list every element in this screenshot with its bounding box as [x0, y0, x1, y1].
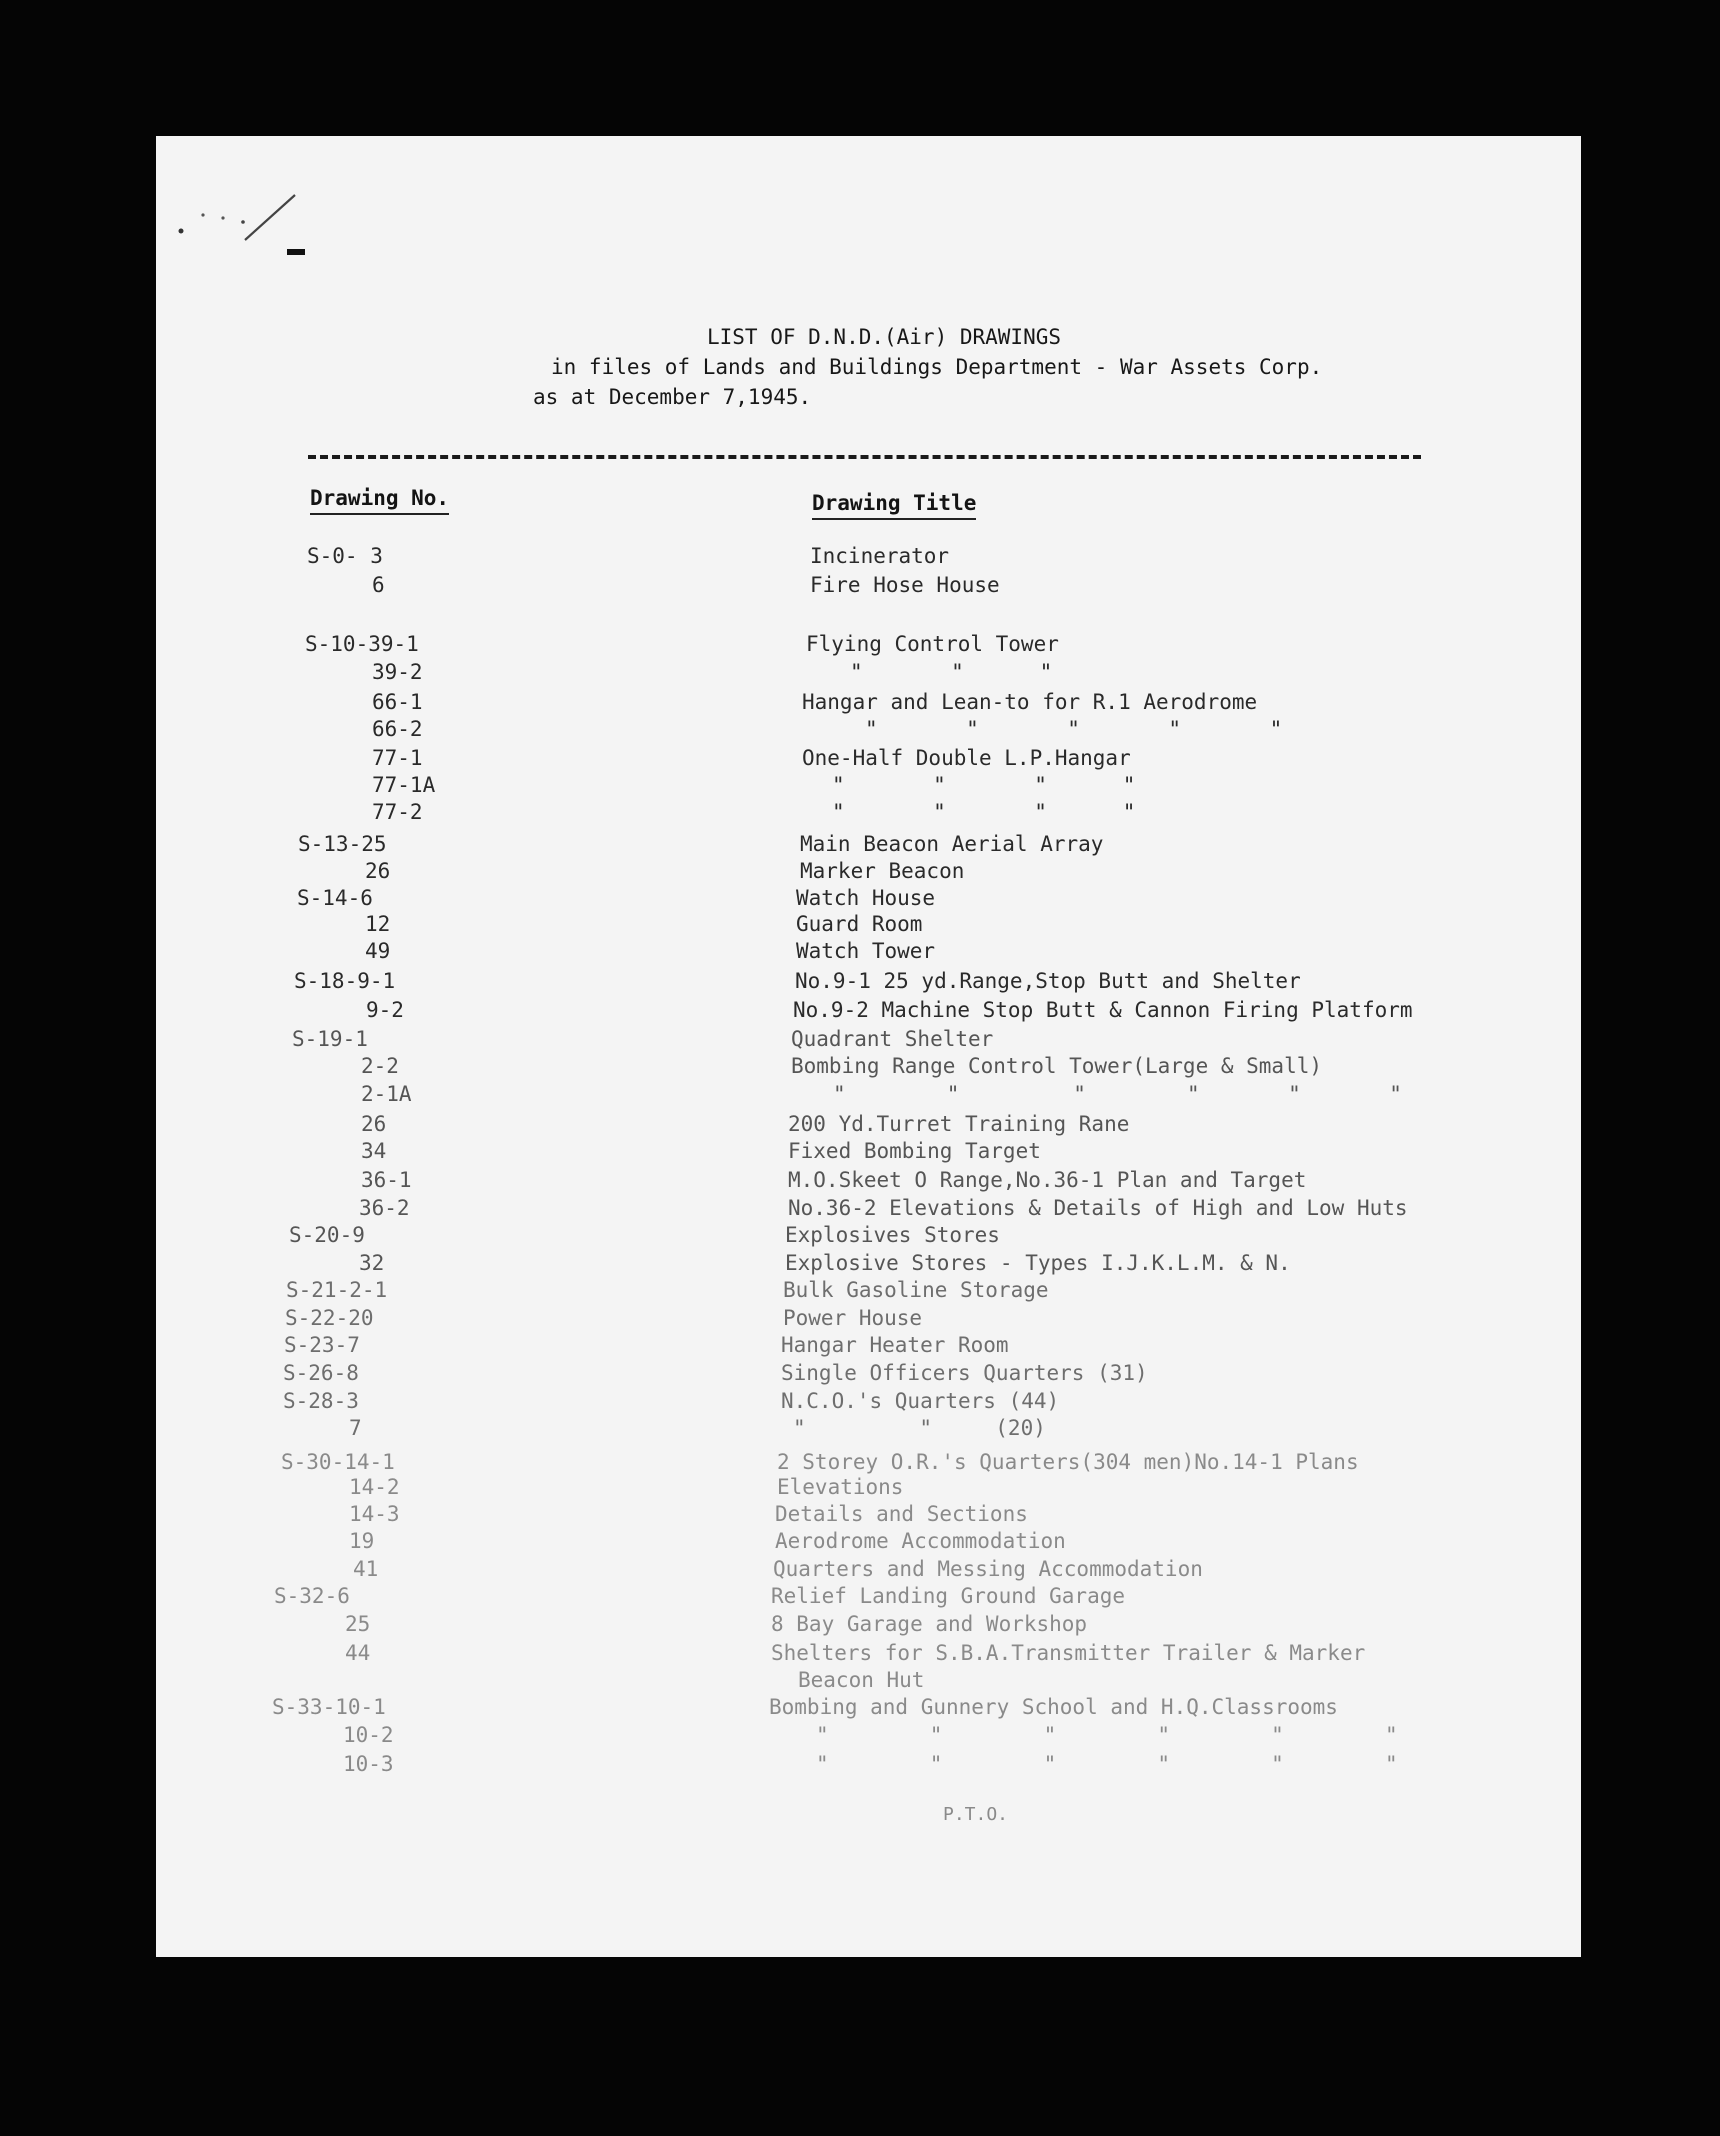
- drawing-number: 25: [345, 1612, 371, 1636]
- drawing-number: 77-2: [372, 800, 423, 824]
- drawing-title: Explosive Stores - Types I.J.K.L.M. & N.: [785, 1251, 1291, 1275]
- drawing-title: N.C.O.'s Quarters (44): [781, 1389, 1060, 1413]
- drawing-number: S-20-9: [289, 1223, 365, 1247]
- drawing-title: 8 Bay Garage and Workshop: [771, 1612, 1088, 1636]
- drawing-title: Hangar Heater Room: [781, 1333, 1009, 1357]
- drawing-number: 7: [349, 1416, 362, 1440]
- drawing-number: S-28-3: [283, 1389, 359, 1413]
- drawing-number: 44: [345, 1641, 371, 1665]
- drawing-title: Bombing Range Control Tower(Large & Small): [791, 1054, 1323, 1078]
- heading-divider: [308, 455, 1421, 459]
- drawing-title: Shelters for S.B.A.Transmitter Trailer & Marker: [771, 1641, 1366, 1665]
- drawing-title: Guard Room: [796, 912, 923, 936]
- drawing-number: 77-1: [372, 746, 423, 770]
- drawing-title: Marker Beacon: [800, 859, 965, 883]
- drawing-title: 2 Storey O.R.'s Quarters(304 men)No.14-1 Plans: [777, 1450, 1359, 1474]
- page-turn-note: P.T.O.: [943, 1804, 1009, 1825]
- drawing-title: Elevations: [777, 1475, 904, 1499]
- drawing-title: " " (20): [793, 1416, 1046, 1440]
- drawing-title: Hangar and Lean-to for R.1 Aerodrome: [802, 690, 1258, 714]
- drawing-number: 77-1A: [372, 773, 436, 797]
- drawing-number: S-23-7: [284, 1333, 360, 1357]
- drawing-number: 10-2: [343, 1723, 394, 1747]
- drawing-title: Main Beacon Aerial Array: [800, 832, 1104, 856]
- drawing-title: No.9-2 Machine Stop Butt & Cannon Firing Platform: [793, 998, 1413, 1022]
- drawing-title: Fire Hose House: [810, 573, 1000, 597]
- drawing-number: 26: [365, 859, 391, 883]
- drawing-number: 26: [361, 1112, 387, 1136]
- drawing-number: 9-2: [366, 998, 404, 1022]
- drawing-title: Watch Tower: [796, 939, 936, 963]
- drawing-title: Quadrant Shelter: [791, 1027, 994, 1051]
- drawing-title: " " " ": [832, 800, 1136, 824]
- pen-stray-mark: [175, 185, 315, 265]
- drawing-number: S-18-9-1: [294, 969, 396, 993]
- drawing-number: 14-2: [349, 1475, 400, 1499]
- drawing-title: " " " " ": [865, 717, 1283, 741]
- drawing-number: S-14-6: [297, 886, 373, 910]
- drawing-title: Relief Landing Ground Garage: [771, 1584, 1126, 1608]
- drawing-title: Incinerator: [810, 544, 950, 568]
- heading-line-3: as at December 7,1945.: [533, 385, 812, 409]
- drawing-number: S-10-39-1: [305, 632, 419, 656]
- drawing-number: S-0- 3: [307, 544, 383, 568]
- heading-line-1: LIST OF D.N.D.(Air) DRAWINGS: [707, 325, 1062, 349]
- drawing-title: One-Half Double L.P.Hangar: [802, 746, 1131, 770]
- drawing-number: S-33-10-1: [272, 1695, 386, 1719]
- drawing-number: 39-2: [372, 660, 423, 684]
- drawing-title: No.36-2 Elevations & Details of High and Low Huts: [788, 1196, 1408, 1220]
- drawing-number: 36-2: [359, 1196, 410, 1220]
- drawing-title: Watch House: [796, 886, 936, 910]
- column-header-drawing-title: Drawing Title: [812, 491, 976, 520]
- drawing-title: Explosives Stores: [785, 1223, 1000, 1247]
- drawing-number: S-19-1: [292, 1027, 368, 1051]
- drawing-number: S-22-20: [285, 1306, 374, 1330]
- drawing-title: Bombing and Gunnery School and H.Q.Classrooms: [769, 1695, 1338, 1719]
- drawing-title: Quarters and Messing Accommodation: [773, 1557, 1203, 1581]
- drawing-title: " " " " " ": [816, 1723, 1398, 1747]
- drawing-number: 19: [349, 1529, 375, 1553]
- drawing-number: 36-1: [361, 1168, 412, 1192]
- drawing-title: 200 Yd.Turret Training Rane: [788, 1112, 1130, 1136]
- drawing-title: Fixed Bombing Target: [788, 1139, 1041, 1163]
- drawing-number: 49: [365, 939, 391, 963]
- drawing-number: 2-1A: [361, 1082, 412, 1106]
- drawing-number: 41: [353, 1557, 379, 1581]
- drawing-title: Beacon Hut: [798, 1668, 925, 1692]
- drawing-number: 34: [361, 1139, 387, 1163]
- drawing-number: 2-2: [361, 1054, 399, 1078]
- drawing-title: " " " " " ": [816, 1752, 1398, 1776]
- drawing-title: Bulk Gasoline Storage: [783, 1278, 1049, 1302]
- heading-line-2: in files of Lands and Buildings Department - War Assets Corp.: [551, 355, 1323, 379]
- drawing-number: S-30-14-1: [281, 1450, 395, 1474]
- drawing-number: 66-1: [372, 690, 423, 714]
- drawing-title: Power House: [783, 1306, 923, 1330]
- drawing-title: " " " ": [832, 773, 1136, 797]
- drawing-number: 12: [365, 912, 391, 936]
- drawing-title: M.O.Skeet O Range,No.36-1 Plan and Target: [788, 1168, 1307, 1192]
- drawing-number: S-26-8: [283, 1361, 359, 1385]
- drawing-number: S-13-25: [298, 832, 387, 856]
- drawing-title: " " ": [850, 660, 1053, 684]
- drawing-number: 14-3: [349, 1502, 400, 1526]
- drawing-number: 10-3: [343, 1752, 394, 1776]
- drawing-title: Aerodrome Accommodation: [775, 1529, 1066, 1553]
- drawing-number: S-32-6: [274, 1584, 350, 1608]
- drawing-title: " " " " " ": [833, 1082, 1402, 1106]
- drawing-number: S-21-2-1: [286, 1278, 388, 1302]
- drawing-title: Details and Sections: [775, 1502, 1028, 1526]
- drawing-number: 6: [372, 573, 385, 597]
- column-header-drawing-no: Drawing No.: [310, 486, 449, 515]
- drawing-title: Single Officers Quarters (31): [781, 1361, 1148, 1385]
- drawing-number: 66-2: [372, 717, 423, 741]
- drawing-title: Flying Control Tower: [806, 632, 1059, 656]
- drawing-title: No.9-1 25 yd.Range,Stop Butt and Shelter: [795, 969, 1301, 993]
- drawing-number: 32: [359, 1251, 385, 1275]
